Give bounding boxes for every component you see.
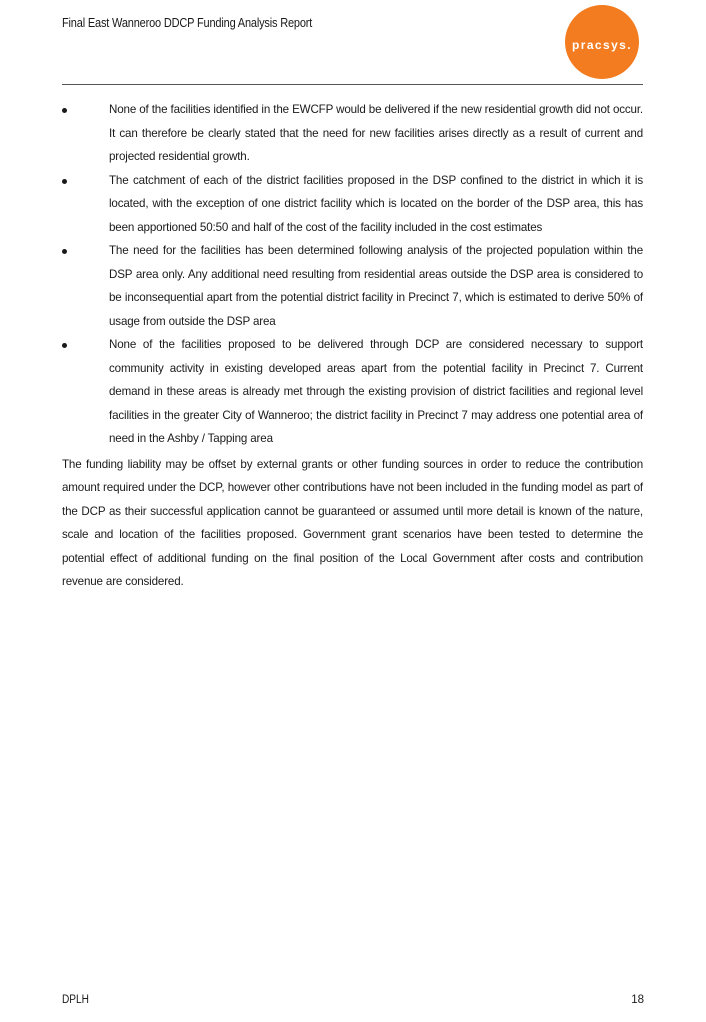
bullet-list: [62, 98, 643, 451]
body-content: [62, 98, 643, 594]
bullet-item: [62, 333, 643, 451]
logo-text: pracsys.: [572, 38, 632, 52]
bullet-icon: [62, 343, 67, 348]
bullet-icon: [62, 108, 67, 113]
header-title: Final East Wanneroo DDCP Funding Analysis Report: [62, 16, 313, 30]
bullet-item: [62, 239, 643, 333]
bullet-item: [62, 98, 643, 169]
pracsys-logo: [565, 5, 639, 79]
bullet-text: The need for the facilities has been determined following analysis of the projected population within the DSP area only. Any additional need resulting from residential areas outside the DSP area is considered to be inconsequential apart from the potential district facility in Precinct 7, which is estimated to derive 50% of usage from outside the DSP area: [109, 244, 643, 328]
bullet-icon: [62, 179, 67, 184]
bullet-text: The catchment of each of the district facilities proposed in the DSP confined to the district in which it is located, with the exception of one district facility which is located on the border of the DSP area, this has been apportioned 50:50 and half of the cost of the facility included in the cost estimates: [109, 173, 643, 234]
header-rule: [62, 84, 643, 85]
bullet-icon: [62, 249, 67, 254]
page-number: 18: [631, 994, 644, 1006]
bullet-text: None of the facilities proposed to be delivered through DCP are considered necessary to support community activity in existing developed areas apart from the potential facility in Precinct 7. Current demand in these areas is already met through the existing provision of district facilities and regional level facilities in the greater City of Wanneroo; the district facility in Precinct 7 may address one potential area of need in the Ashby / Tapping area: [109, 338, 643, 445]
footer-label: DPLH: [62, 994, 90, 1006]
funding-paragraph: The funding liability may be offset by external grants or other funding sources in order to reduce the contribution amount required under the DCP, however other contributions have not been included in the funding model as part of the DCP as their successful application cannot be guaranteed or assumed until more detail is known of the nature, scale and location of the facilities proposed. Government grant scenarios have been tested to determine the potential effect of additional funding on the final position of the Local Government after costs and contribution revenue are considered.: [62, 457, 643, 588]
bullet-text: None of the facilities identified in the EWCFP would be delivered if the new residential growth did not occur. It can therefore be clearly stated that the need for new facilities arises directly as a result of current and projected residential growth.: [109, 103, 643, 163]
bullet-item: [62, 169, 643, 240]
